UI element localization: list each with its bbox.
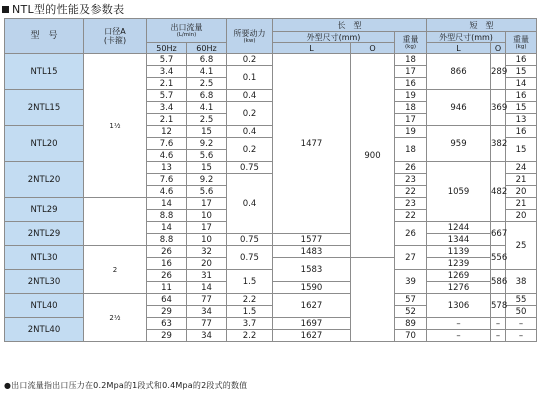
short-L-cell: 946 <box>427 90 491 126</box>
header-flow-unit: (L/min) <box>176 32 197 38</box>
long-weight-cell: 22 <box>395 186 427 198</box>
header-model: 型 号 <box>5 19 84 54</box>
flow-60hz-cell: 17 <box>187 198 227 210</box>
short-L-cell: 1239 <box>427 258 491 270</box>
power-cell: 0.4 <box>227 90 273 102</box>
flow-50hz-cell: 2.1 <box>147 78 187 90</box>
short-L-cell: 1244 <box>427 222 491 234</box>
flow-50hz-cell: 12 <box>147 126 187 138</box>
short-weight-cell: 16 <box>506 54 537 66</box>
long-L-cell: 1477 <box>273 54 351 234</box>
short-L-cell: 959 <box>427 126 491 162</box>
flow-50hz-cell: 29 <box>147 306 187 318</box>
model-cell: NTL40 <box>5 294 84 318</box>
flow-50hz-cell: 13 <box>147 162 187 174</box>
performance-parameter-table <box>4 18 537 342</box>
flow-50hz-cell: 7.6 <box>147 138 187 150</box>
model-cell: NTL29 <box>5 198 84 222</box>
short-L-cell: – <box>427 330 491 342</box>
power-cell: 0.75 <box>227 162 273 174</box>
flow-60hz-cell: 17 <box>187 222 227 234</box>
short-weight-cell: – <box>506 330 537 342</box>
long-O-cell: 900 <box>351 54 395 258</box>
power-cell: 1.5 <box>227 306 273 318</box>
header-power-label: 所要动力 <box>233 28 266 38</box>
power-cell: 0.2 <box>227 138 273 162</box>
short-weight-cell: 55 <box>506 294 537 306</box>
header-long-weight <box>395 32 427 54</box>
flow-60hz-cell: 10 <box>187 210 227 222</box>
short-L-cell: – <box>427 318 491 330</box>
footnote: ●出口流量指出口压力在0.2Mpa的1段式和0.4Mpa的2段式的数值 <box>4 381 248 390</box>
caliber-cell: 2⅟₂ <box>84 294 147 342</box>
short-weight-cell: 16 <box>506 90 537 102</box>
flow-50hz-cell: 14 <box>147 222 187 234</box>
short-weight-cell: 20 <box>506 210 537 222</box>
model-cell: 2NTL15 <box>5 90 84 126</box>
short-weight-cell: 38 <box>506 270 537 294</box>
short-weight-cell: 24 <box>506 162 537 174</box>
flow-60hz-cell: 14 <box>187 282 227 294</box>
short-O-cell: – <box>491 330 506 342</box>
short-L-cell: 1344 <box>427 234 491 246</box>
model-cell: 2NTL20 <box>5 162 84 198</box>
flow-60hz-cell: 5.6 <box>187 150 227 162</box>
short-L-cell: 866 <box>427 54 491 90</box>
flow-50hz-cell: 4.6 <box>147 150 187 162</box>
long-weight-cell: 19 <box>395 90 427 102</box>
short-L-cell: 1269 <box>427 270 491 282</box>
flow-60hz-cell: 15 <box>187 126 227 138</box>
caliber-cell: 1⅟₂ <box>84 54 147 198</box>
flow-50hz-cell: 26 <box>147 270 187 282</box>
model-cell: NTL15 <box>5 54 84 90</box>
short-weight-cell: 50 <box>506 306 537 318</box>
long-weight-cell: 22 <box>395 210 427 222</box>
flow-50hz-cell: 4.6 <box>147 186 187 198</box>
flow-60hz-cell: 4.1 <box>187 66 227 78</box>
flow-60hz-cell: 2.5 <box>187 78 227 90</box>
short-O-cell: – <box>491 318 506 330</box>
long-L-cell: 1483 <box>273 246 351 258</box>
power-cell: 0.2 <box>227 54 273 66</box>
flow-50hz-cell: 63 <box>147 318 187 330</box>
short-O-cell: 586 <box>491 270 506 294</box>
long-weight-cell: 26 <box>395 162 427 174</box>
flow-60hz-cell: 6.8 <box>187 90 227 102</box>
flow-50hz-cell: 2.1 <box>147 114 187 126</box>
header-long-weight-label: 重量 <box>402 35 419 44</box>
long-weight-cell: 27 <box>395 246 427 270</box>
power-cell: 0.1 <box>227 66 273 90</box>
header-flow-label: 出口流量 <box>170 23 203 32</box>
header-long-dims: 外型尺寸(mm) <box>273 32 395 43</box>
power-cell: 1.5 <box>227 270 273 294</box>
header-short-weight-label: 重量 <box>513 35 530 44</box>
header-power <box>227 19 273 54</box>
header-long-weight-unit: (kg) <box>405 44 416 50</box>
short-L-cell: 1059 <box>427 162 491 222</box>
flow-50hz-cell: 3.4 <box>147 66 187 78</box>
long-L-cell: 1627 <box>273 330 351 342</box>
flow-50hz-cell: 16 <box>147 258 187 270</box>
flow-60hz-cell: 20 <box>187 258 227 270</box>
long-weight-cell: 23 <box>395 198 427 210</box>
flow-60hz-cell: 2.5 <box>187 114 227 126</box>
caliber-cell: 2 <box>84 246 147 294</box>
square-bullet-icon <box>2 6 9 13</box>
header-short-O: O <box>491 43 506 54</box>
table-title-text: NTL型的性能及参数表 <box>12 3 125 16</box>
flow-50hz-cell: 7.6 <box>147 174 187 186</box>
model-cell: NTL30 <box>5 246 84 270</box>
short-L-cell: 1306 <box>427 294 491 318</box>
flow-50hz-cell: 5.7 <box>147 54 187 66</box>
header-long-type: 长 型 <box>273 19 427 32</box>
header-caliber-label: 口径A <box>104 27 126 36</box>
long-weight-cell: 39 <box>395 270 427 294</box>
model-cell: 2NTL30 <box>5 270 84 294</box>
short-weight-cell: 21 <box>506 198 537 210</box>
flow-60hz-cell: 34 <box>187 330 227 342</box>
header-short-weight-unit: (kg) <box>515 44 527 50</box>
header-long-O: O <box>351 43 395 54</box>
long-weight-cell: 19 <box>395 126 427 138</box>
power-cell: 2.2 <box>227 294 273 306</box>
flow-60hz-cell: 31 <box>187 270 227 282</box>
short-weight-cell: 15 <box>506 138 537 162</box>
header-caliber <box>84 19 147 54</box>
flow-60hz-cell: 32 <box>187 246 227 258</box>
long-weight-cell: 89 <box>395 318 427 330</box>
long-weight-cell: 26 <box>395 222 427 246</box>
model-cell: NTL20 <box>5 126 84 162</box>
flow-50hz-cell: 14 <box>147 198 187 210</box>
header-short-L: L <box>427 43 491 54</box>
header-power-unit: (kw) <box>243 37 256 44</box>
header-flow <box>147 19 227 43</box>
long-weight-cell: 17 <box>395 66 427 78</box>
short-weight-cell: 20 <box>506 186 537 198</box>
short-weight-cell: 14 <box>506 78 537 90</box>
long-weight-cell: 18 <box>395 54 427 66</box>
long-weight-cell: 16 <box>395 78 427 90</box>
flow-50hz-cell: 5.7 <box>147 90 187 102</box>
header-50hz: 50Hz <box>147 43 187 54</box>
header-short-weight <box>506 32 537 54</box>
long-O-cell-empty <box>351 258 395 342</box>
long-weight-cell: 23 <box>395 174 427 186</box>
short-weight-cell: 15 <box>506 102 537 114</box>
flow-50hz-cell: 26 <box>147 246 187 258</box>
long-weight-cell: 52 <box>395 306 427 318</box>
short-O-cell: 578 <box>491 294 506 318</box>
flow-60hz-cell: 9.2 <box>187 138 227 150</box>
power-cell: 0.4 <box>227 174 273 234</box>
long-L-cell: 1577 <box>273 234 351 246</box>
short-weight-cell: 15 <box>506 66 537 78</box>
power-cell: 0.2 <box>227 102 273 126</box>
model-cell: 2NTL29 <box>5 222 84 246</box>
power-cell: 0.75 <box>227 246 273 270</box>
flow-50hz-cell: 29 <box>147 330 187 342</box>
header-60hz: 60Hz <box>187 43 227 54</box>
power-cell: 0.4 <box>227 126 273 138</box>
short-weight-cell: 25 <box>506 222 537 270</box>
flow-50hz-cell: 8.8 <box>147 210 187 222</box>
flow-60hz-cell: 10 <box>187 234 227 246</box>
long-L-cell: 1583 <box>273 258 351 282</box>
short-O-cell: 382 <box>491 126 506 162</box>
flow-60hz-cell: 5.6 <box>187 186 227 198</box>
short-L-cell: 1276 <box>427 282 491 294</box>
flow-60hz-cell: 34 <box>187 306 227 318</box>
short-weight-cell: – <box>506 318 537 330</box>
short-O-cell: 369 <box>491 90 506 126</box>
long-weight-cell: 57 <box>395 294 427 306</box>
power-cell: 3.7 <box>227 318 273 330</box>
short-O-cell: 482 <box>491 162 506 222</box>
long-weight-cell: 18 <box>395 102 427 114</box>
short-L-cell: 1139 <box>427 246 491 258</box>
header-short-type: 短 型 <box>427 19 537 32</box>
flow-60hz-cell: 77 <box>187 294 227 306</box>
model-cell: 2NTL40 <box>5 318 84 342</box>
flow-60hz-cell: 15 <box>187 162 227 174</box>
short-O-cell: 289 <box>491 54 506 90</box>
long-L-cell: 1697 <box>273 318 351 330</box>
long-weight-cell: 70 <box>395 330 427 342</box>
flow-60hz-cell: 6.8 <box>187 54 227 66</box>
flow-50hz-cell: 11 <box>147 282 187 294</box>
flow-50hz-cell: 8.8 <box>147 234 187 246</box>
header-caliber-sub: (卡箍) <box>103 36 127 45</box>
short-O-cell: 556 <box>491 246 506 270</box>
short-O-cell: 667 <box>491 222 506 246</box>
table-title <box>2 2 124 17</box>
power-cell: 0.75 <box>227 234 273 246</box>
long-weight-cell: 17 <box>395 114 427 126</box>
flow-50hz-cell: 3.4 <box>147 102 187 114</box>
long-L-cell: 1627 <box>273 294 351 318</box>
long-weight-cell: 18 <box>395 138 427 162</box>
flow-60hz-cell: 9.2 <box>187 174 227 186</box>
flow-60hz-cell: 4.1 <box>187 102 227 114</box>
caliber-cell-empty <box>84 198 147 246</box>
short-weight-cell: 21 <box>506 174 537 186</box>
flow-60hz-cell: 77 <box>187 318 227 330</box>
header-long-L: L <box>273 43 351 54</box>
long-L-cell: 1590 <box>273 282 351 294</box>
power-cell: 2.2 <box>227 330 273 342</box>
short-weight-cell: 16 <box>506 126 537 138</box>
header-short-dims: 外型尺寸(mm) <box>427 32 506 43</box>
flow-50hz-cell: 64 <box>147 294 187 306</box>
short-weight-cell: 13 <box>506 114 537 126</box>
